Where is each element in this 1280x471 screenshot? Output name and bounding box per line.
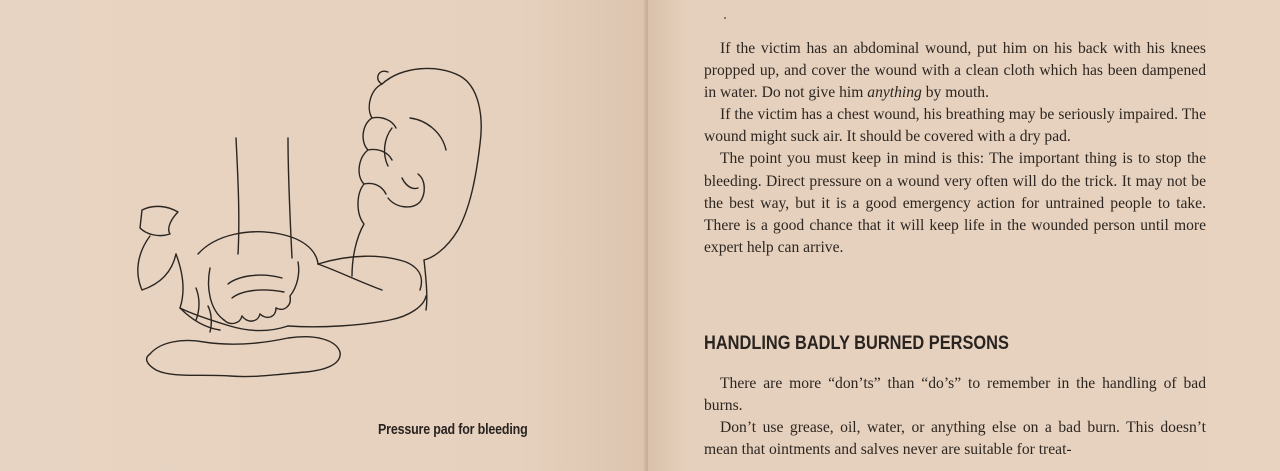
- emphasis-text: anything: [867, 84, 922, 102]
- burns-text: [704, 373, 1206, 461]
- section-heading: HANDLING BADLY BURNED PERSONS: [704, 332, 1009, 354]
- page-speck: [724, 17, 726, 19]
- paragraph-abdominal-wound: [704, 38, 1206, 104]
- paragraph-text: by mouth.: [921, 84, 990, 102]
- paragraph-chest-wound: If the victim has a chest wound, his breathing may be seriously impaired. The wound might suck air. It should be covered with a dry pad.: [704, 106, 1206, 146]
- pressure-pad-illustration: [120, 58, 500, 408]
- paragraph-donts: There are more “don’ts” than “do’s” to remember in the handling of bad burns.: [704, 375, 1206, 415]
- paragraph-stop-bleeding: The point you must keep in mind is this: The important thing is to stop the bleeding. Direct pressure on a wound very often will do the trick. It may not be the best way, but it is a good emergency action for untrained people to take. There is a good chance that it will keep life in the wounded person until more expert help can arrive.: [704, 150, 1206, 256]
- figure-caption: Pressure pad for bleeding: [378, 422, 528, 438]
- paragraph-dont-use-grease: Don’t use grease, oil, water, or anything else on a bad burn. This doesn’t mean that ointments and salves never are suitable for treat-: [704, 419, 1206, 459]
- body-text: [704, 38, 1206, 259]
- paragraph-text: If the victim has an abdominal wound, put him on his back with his knees propped up, and cover the wound with a clean cloth which has been dampened in water. Do not give him: [704, 40, 1206, 102]
